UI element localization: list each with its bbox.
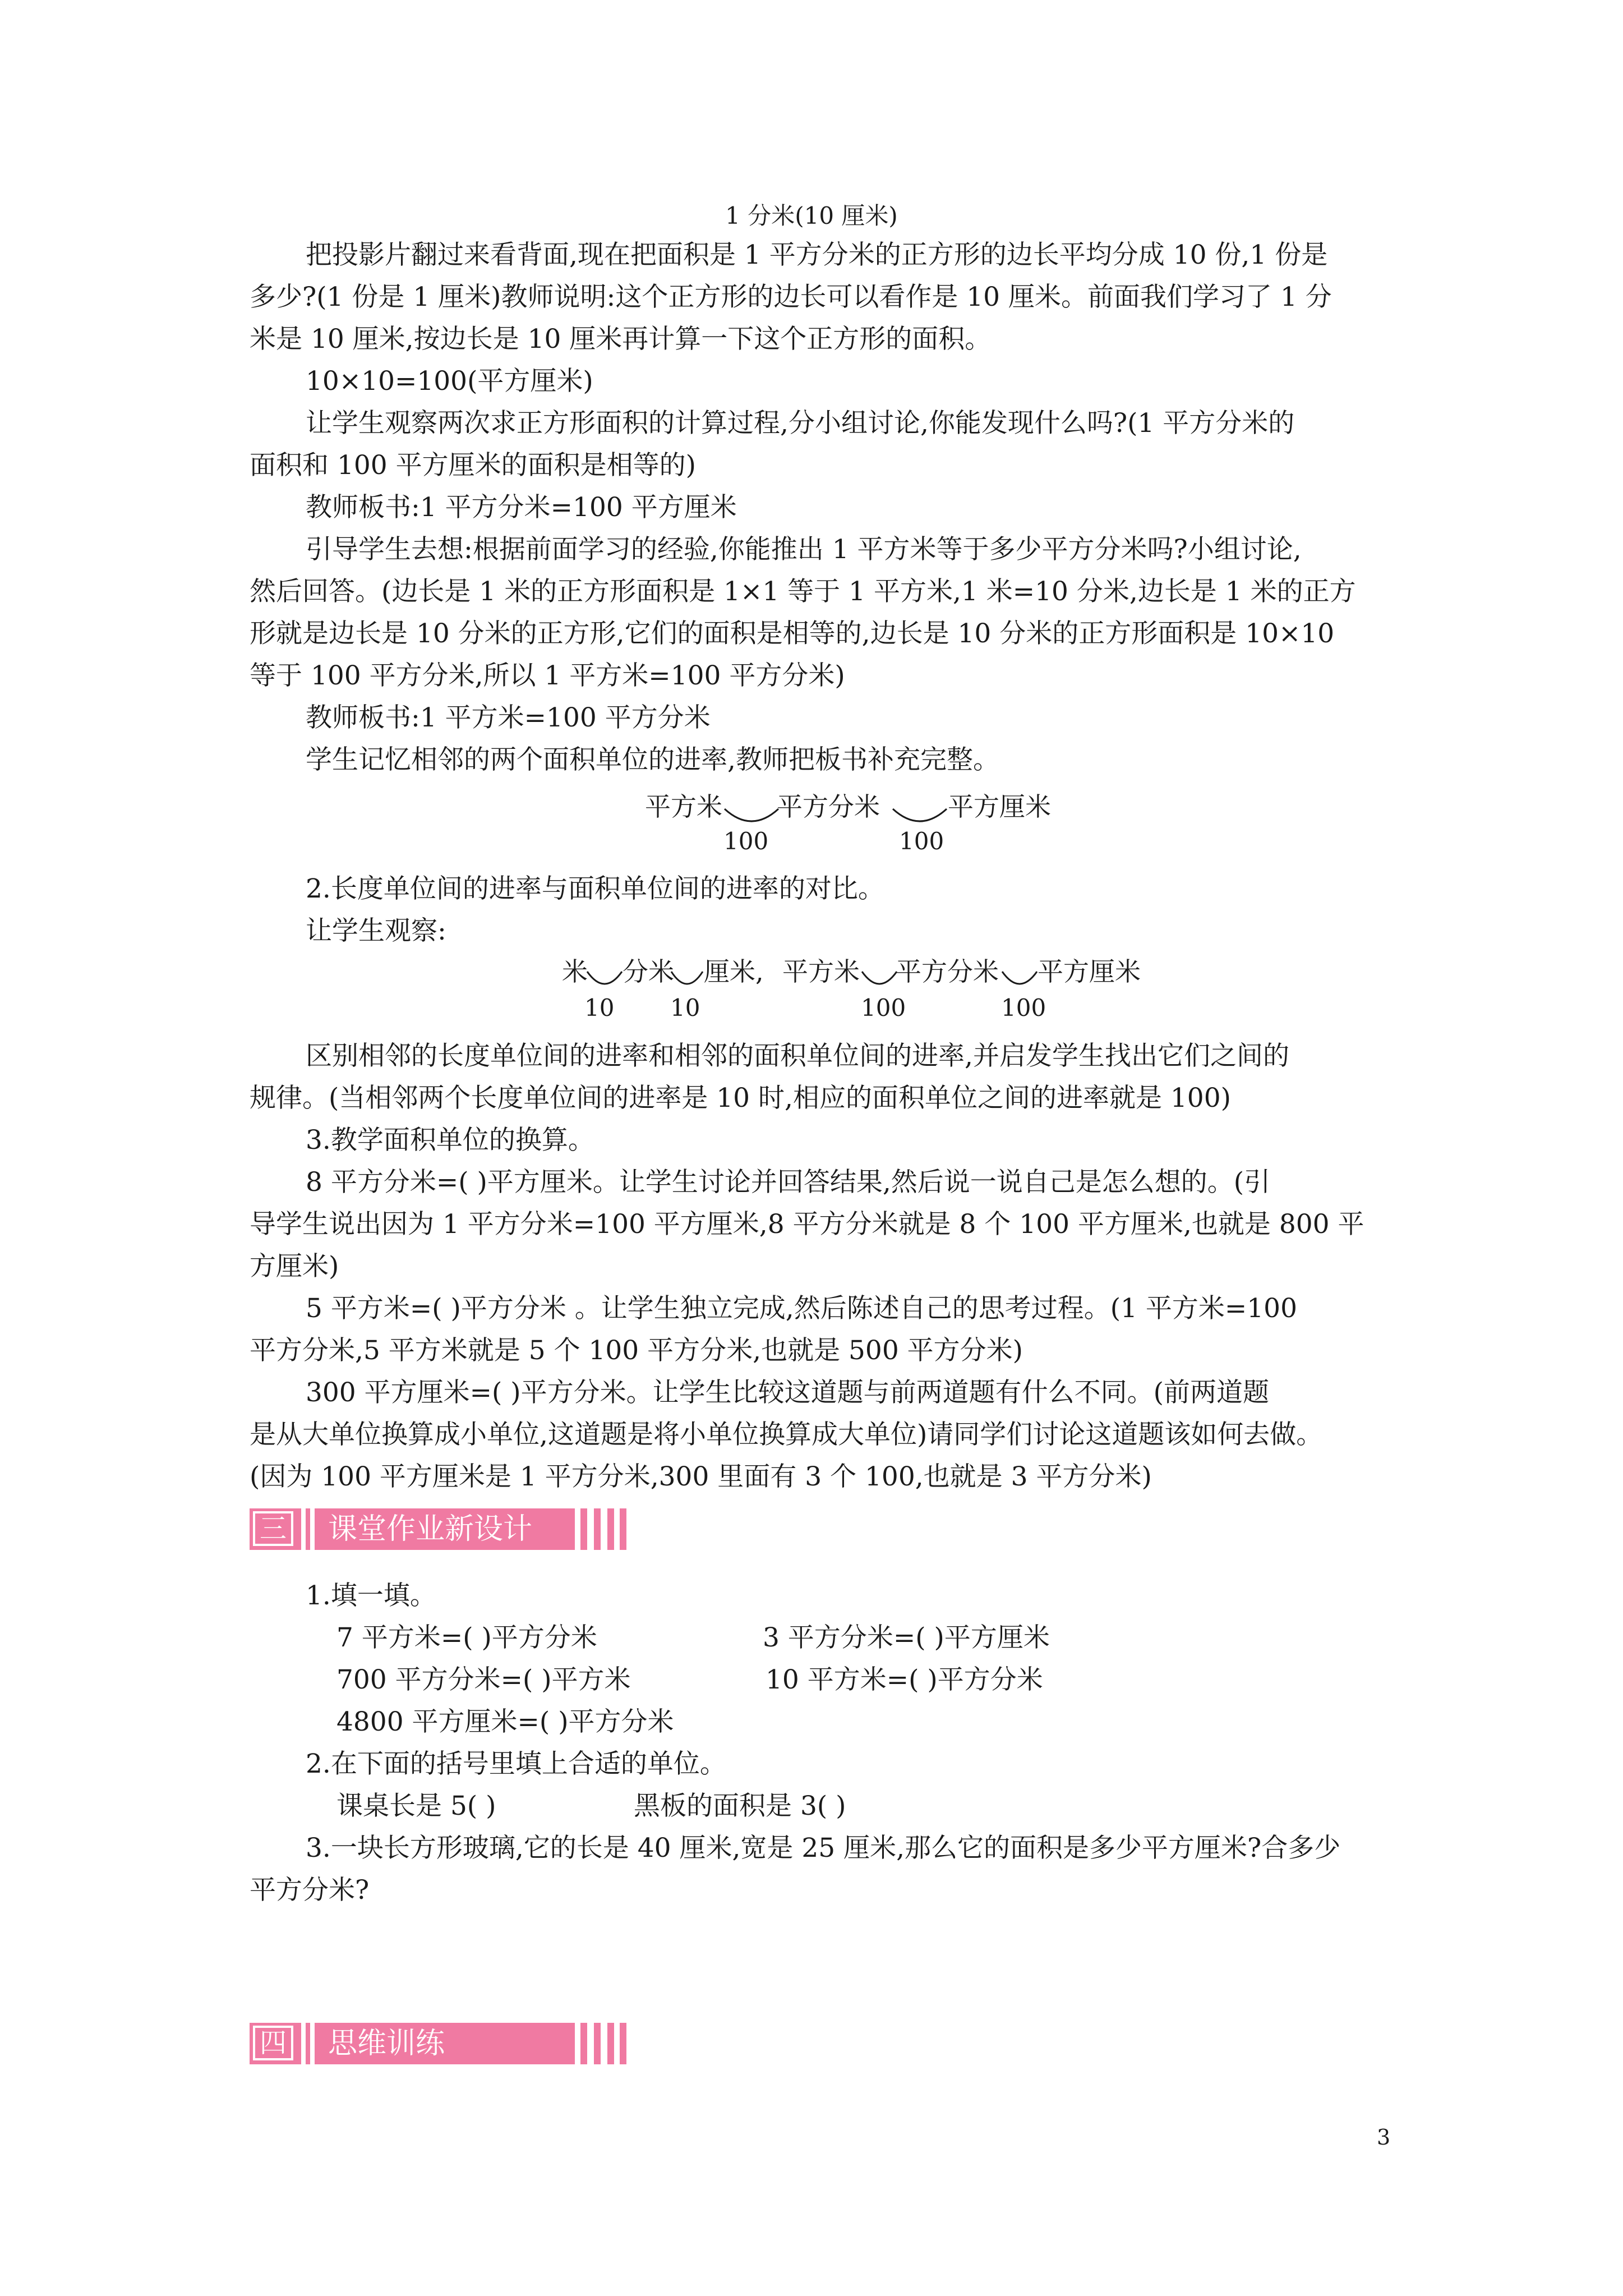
exercise-item: 4800 平方厘米=( )平方分米 bbox=[336, 1706, 674, 1737]
paragraph-line: 教师板书:1 平方分米=100 平方厘米 bbox=[306, 492, 737, 523]
rate-label: 10 bbox=[670, 994, 700, 1022]
unit-label: 平方米 bbox=[782, 956, 860, 987]
paragraph-line: 300 平方厘米=( )平方分米。让学生比较这道题与前两道题有什么不同。(前两道题 bbox=[306, 1377, 1269, 1408]
section-number: 三 bbox=[253, 1511, 293, 1546]
exercise-item: 课桌长是 5( ) bbox=[336, 1791, 496, 1821]
paragraph-line: 多少?(1 份是 1 厘米)教师说明:这个正方形的边长可以看作是 10 厘米。前面我们学习了 1 分 bbox=[250, 282, 1332, 312]
section-title: 课堂作业新设计 bbox=[328, 1512, 533, 1546]
unit-label: 平方分米 bbox=[777, 792, 880, 822]
paragraph-line: 方厘米) bbox=[250, 1251, 339, 1282]
rate-label: 10 bbox=[584, 994, 615, 1022]
paragraph-line: 教师板书:1 平方米=100 平方分米 bbox=[306, 702, 711, 733]
unit-label: 平方厘米 bbox=[948, 792, 1051, 822]
paragraph-line: 学生记忆相邻的两个面积单位的进率,教师把板书补充完整。 bbox=[306, 744, 999, 775]
formula-line: 10×10=100(平方厘米) bbox=[306, 366, 593, 397]
rate-arc bbox=[670, 970, 704, 993]
paragraph-line: 导学生说出因为 1 平方分米=100 平方厘米,8 平方分米就是 8 个 100 平方厘米,也就是 800 平 bbox=[250, 1209, 1364, 1240]
paragraph-line: 2.长度单位间的进率与面积单位间的进率的对比。 bbox=[306, 873, 884, 904]
exercise-item: 黑板的面积是 3( ) bbox=[634, 1791, 846, 1821]
paragraph-line: 5 平方米=( )平方分米 。让学生独立完成,然后陈述自己的思考过程。(1 平方米=100 bbox=[306, 1293, 1297, 1324]
unit-label: 平方厘米 bbox=[1038, 956, 1141, 987]
unit-label: 米 bbox=[562, 956, 588, 987]
paragraph-line: 形就是边长是 10 分米的正方形,它们的面积是相等的,边长是 10 分米的正方形面积是 10×10 bbox=[250, 618, 1335, 649]
rate-arc bbox=[892, 808, 948, 830]
paragraph-line: 让学生观察两次求正方形面积的计算过程,分小组讨论,你能发现什么吗?(1 平方分米的 bbox=[306, 408, 1295, 439]
section-header-4 bbox=[250, 2019, 626, 2068]
exercise-item: 10 平方米=( )平方分米 bbox=[766, 1664, 1043, 1695]
paragraph-line: 把投影片翻过来看背面,现在把面积是 1 平方分米的正方形的边长平均分成 10 份,1 份是 bbox=[306, 240, 1328, 270]
paragraph-line: 3.教学面积单位的换算。 bbox=[306, 1125, 594, 1156]
exercise-item: 700 平方分米=( )平方米 bbox=[336, 1664, 631, 1695]
exercise-item: 7 平方米=( )平方分米 bbox=[336, 1622, 597, 1653]
rate-label: 100 bbox=[899, 827, 944, 855]
paragraph-line: 8 平方分米=( )平方厘米。让学生讨论并回答结果,然后说一说自己是怎么想的。(引 bbox=[306, 1167, 1271, 1198]
rate-arc bbox=[861, 970, 898, 993]
paragraph-line: 规律。(当相邻两个长度单位间的进率是 10 时,相应的面积单位之间的进率就是 100) bbox=[250, 1083, 1231, 1114]
page-number: 3 bbox=[1377, 2125, 1391, 2150]
section-number: 四 bbox=[253, 2026, 293, 2060]
exercise-line: 2.在下面的括号里填上合适的单位。 bbox=[306, 1749, 726, 1779]
unit-label: 分米 bbox=[623, 956, 674, 987]
rate-label: 100 bbox=[1001, 994, 1046, 1022]
rate-arc bbox=[723, 808, 780, 830]
figure-caption: 1 分米(10 厘米) bbox=[725, 202, 898, 229]
paragraph-line: 让学生观察: bbox=[306, 915, 446, 946]
rate-arc bbox=[1001, 970, 1038, 993]
rate-label: 100 bbox=[861, 994, 906, 1022]
paragraph-line: 引导学生去想:根据前面学习的经验,你能推出 1 平方米等于多少平方分米吗?小组讨论, bbox=[306, 534, 1302, 565]
exercise-line: 3.一块长方形玻璃,它的长是 40 厘米,宽是 25 厘米,那么它的面积是多少平方厘米?合多少 bbox=[306, 1833, 1341, 1864]
exercise-item: 3 平方分米=( )平方厘米 bbox=[763, 1622, 1050, 1653]
paragraph-line: 米是 10 厘米,按边长是 10 厘米再计算一下这个正方形的面积。 bbox=[250, 324, 992, 355]
paragraph-line: (因为 100 平方厘米是 1 平方分米,300 里面有 3 个 100,也就是 3 平方分米) bbox=[250, 1461, 1152, 1492]
exercise-line: 平方分米? bbox=[250, 1875, 370, 1906]
exercise-line: 1.填一填。 bbox=[306, 1580, 436, 1611]
unit-label: 平方分米 bbox=[896, 956, 999, 987]
paragraph-line: 面积和 100 平方厘米的面积是相等的) bbox=[250, 450, 696, 481]
section-header-3 bbox=[250, 1505, 626, 1553]
paragraph-line: 然后回答。(边长是 1 米的正方形面积是 1×1 等于 1 平方米,1 米=10 分米,边长是 1 米的正方 bbox=[250, 576, 1356, 607]
rate-label: 100 bbox=[723, 827, 769, 855]
paragraph-line: 是从大单位换算成小单位,这道题是将小单位换算成大单位)请同学们讨论这道题该如何去做。 bbox=[250, 1419, 1323, 1450]
unit-label: 平方米 bbox=[645, 792, 722, 822]
section-title: 思维训练 bbox=[328, 2027, 445, 2060]
paragraph-line: 平方分米,5 平方米就是 5 个 100 平方分米,也就是 500 平方分米) bbox=[250, 1335, 1023, 1366]
unit-label: 厘米, bbox=[704, 956, 764, 987]
paragraph-line: 等于 100 平方分米,所以 1 平方米=100 平方分米) bbox=[250, 660, 845, 691]
rate-arc bbox=[586, 970, 623, 993]
paragraph-line: 区别相邻的长度单位间的进率和相邻的面积单位间的进率,并启发学生找出它们之间的 bbox=[306, 1041, 1289, 1071]
